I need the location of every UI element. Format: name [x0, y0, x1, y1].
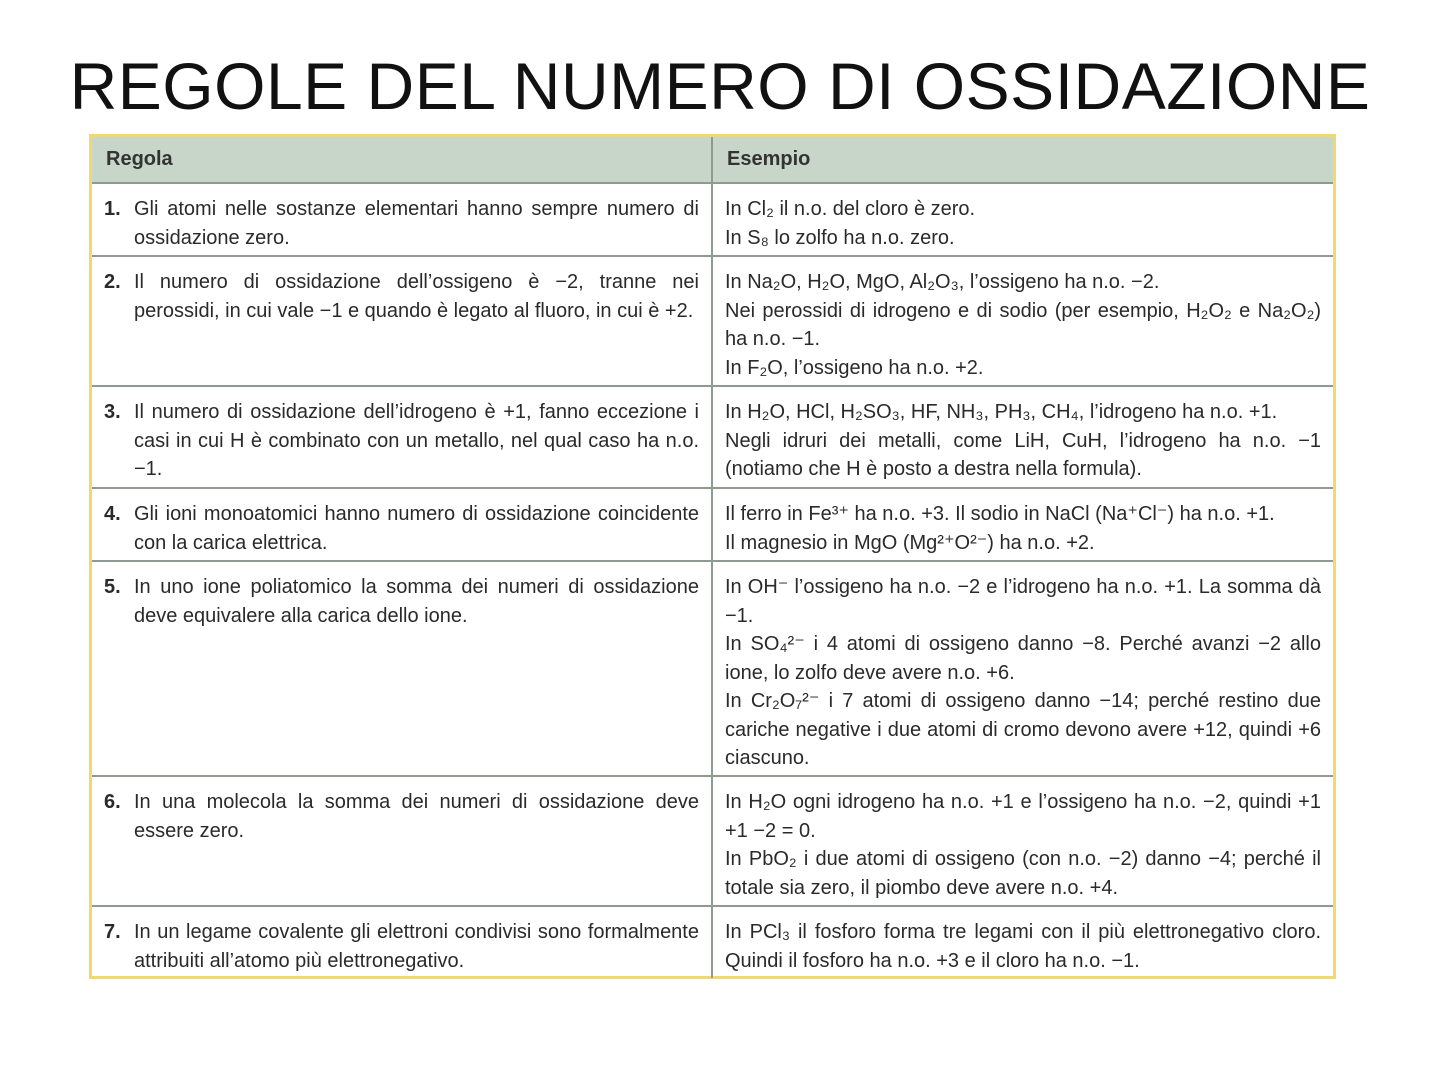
example-line: In Cl₂ il n.o. del cloro è zero. [725, 198, 976, 220]
table-header-row [92, 137, 1333, 184]
rule-number: 7. [104, 921, 121, 943]
header-example: Esempio [727, 148, 811, 170]
example-line: Nei perossidi di idrogeno e di sodio (per esempio, H₂O₂ e Na₂O₂) ha n.o. −1. [725, 299, 1321, 350]
rule-number: 5. [104, 576, 121, 598]
example-line: In PCl₃ il fosforo forma tre legami con il più elettronegativo cloro. Quindi il fosforo ha n.o. +3 e il cloro ha n.o. −1. [725, 921, 1321, 972]
example-line: In S₈ lo zolfo ha n.o. zero. [725, 226, 955, 249]
rule-text: In una molecola la somma dei numeri di ossidazione deve essere zero. [134, 791, 699, 842]
rule-cell [92, 562, 713, 775]
rule-cell [92, 257, 713, 385]
table-row [92, 257, 1333, 387]
page-title: REGOLE DEL NUMERO DI OSSIDAZIONE [69, 49, 1371, 123]
rule-text: In uno ione poliatomico la somma dei numeri di ossidazione deve equivalere alla carica dello ione. [134, 576, 699, 627]
rule-text: Il numero di ossidazione dell’idrogeno è +1, fanno eccezione i casi in cui H è combinato con un metallo, nel qual caso ha n.o. −1. [134, 401, 699, 480]
table-row [92, 489, 1333, 562]
table-row [92, 777, 1333, 907]
rule-text: In un legame covalente gli elettroni condivisi sono formalmente attribuiti all’atomo più elettronegativo. [134, 921, 699, 972]
table-row [92, 387, 1333, 489]
example-line: In H₂O, HCl, H₂SO₃, HF, NH₃, PH₃, CH₄, l’idrogeno ha n.o. +1. [725, 401, 1278, 423]
table-row [92, 907, 1333, 978]
example-cell [713, 777, 1333, 905]
rule-number: 4. [104, 503, 121, 525]
rule-cell [92, 387, 713, 487]
table-row [92, 184, 1333, 257]
rule-cell [92, 777, 713, 905]
rule-number: 3. [104, 401, 121, 423]
example-line: In Na₂O, H₂O, MgO, Al₂O₃, l’ossigeno ha n.o. −2. [725, 271, 1160, 293]
example-line: In OH⁻ l’ossigeno ha n.o. −2 e l’idrogeno ha n.o. +1. La somma dà −1. [725, 576, 1321, 627]
rule-cell [92, 489, 713, 560]
example-cell [713, 907, 1333, 978]
table-row [92, 562, 1333, 777]
example-line: In SO₄²⁻ i 4 atomi di ossigeno danno −8. Perché avanzi −2 allo ione, lo zolfo deve avere n.o. +6. [725, 633, 1321, 684]
example-line: Negli idruri dei metalli, come LiH, CuH, l’idrogeno ha n.o. −1 (notiamo che H è posto a destra nella formula). [725, 429, 1321, 480]
example-line: In F₂O, l’ossigeno ha n.o. +2. [725, 356, 984, 379]
example-cell [713, 489, 1333, 560]
example-line: In PbO₂ i due atomi di ossigeno (con n.o. −2) danno −4; perché il totale sia zero, il piombo deve avere n.o. +4. [725, 848, 1321, 899]
rule-cell [92, 184, 713, 255]
example-line: Il ferro in Fe³⁺ ha n.o. +3. Il sodio in NaCl (Na⁺Cl⁻) ha n.o. +1. [725, 503, 1275, 525]
header-rule: Regola [92, 137, 713, 182]
rule-cell [92, 907, 713, 978]
example-cell [713, 184, 1333, 255]
example-cell [713, 562, 1333, 775]
rule-text: Gli atomi nelle sostanze elementari hanno sempre numero di ossidazione zero. [134, 198, 699, 249]
rule-text: Il numero di ossidazione dell’ossigeno è −2, tranne nei perossidi, in cui vale −1 e quando è legato al fluoro, in cui è +2. [134, 271, 699, 322]
oxidation-rules-table [89, 134, 1336, 979]
example-line: Il magnesio in MgO (Mg²⁺O²⁻) ha n.o. +2. [725, 531, 1095, 554]
example-cell [713, 387, 1333, 487]
rule-text: Gli ioni monoatomici hanno numero di ossidazione coincidente con la carica elettrica. [134, 503, 699, 554]
example-line: In H₂O ogni idrogeno ha n.o. +1 e l’ossigeno ha n.o. −2, quindi +1 +1 −2 = 0. [725, 791, 1321, 842]
example-cell [713, 257, 1333, 385]
example-line: In Cr₂O₇²⁻ i 7 atomi di ossigeno danno −14; perché restino due cariche negative i due atomi di cromo devono avere +12, quindi +6 ciascuno. [725, 690, 1321, 769]
rule-number: 1. [104, 198, 121, 220]
rule-number: 2. [104, 271, 121, 293]
rule-number: 6. [104, 791, 121, 813]
